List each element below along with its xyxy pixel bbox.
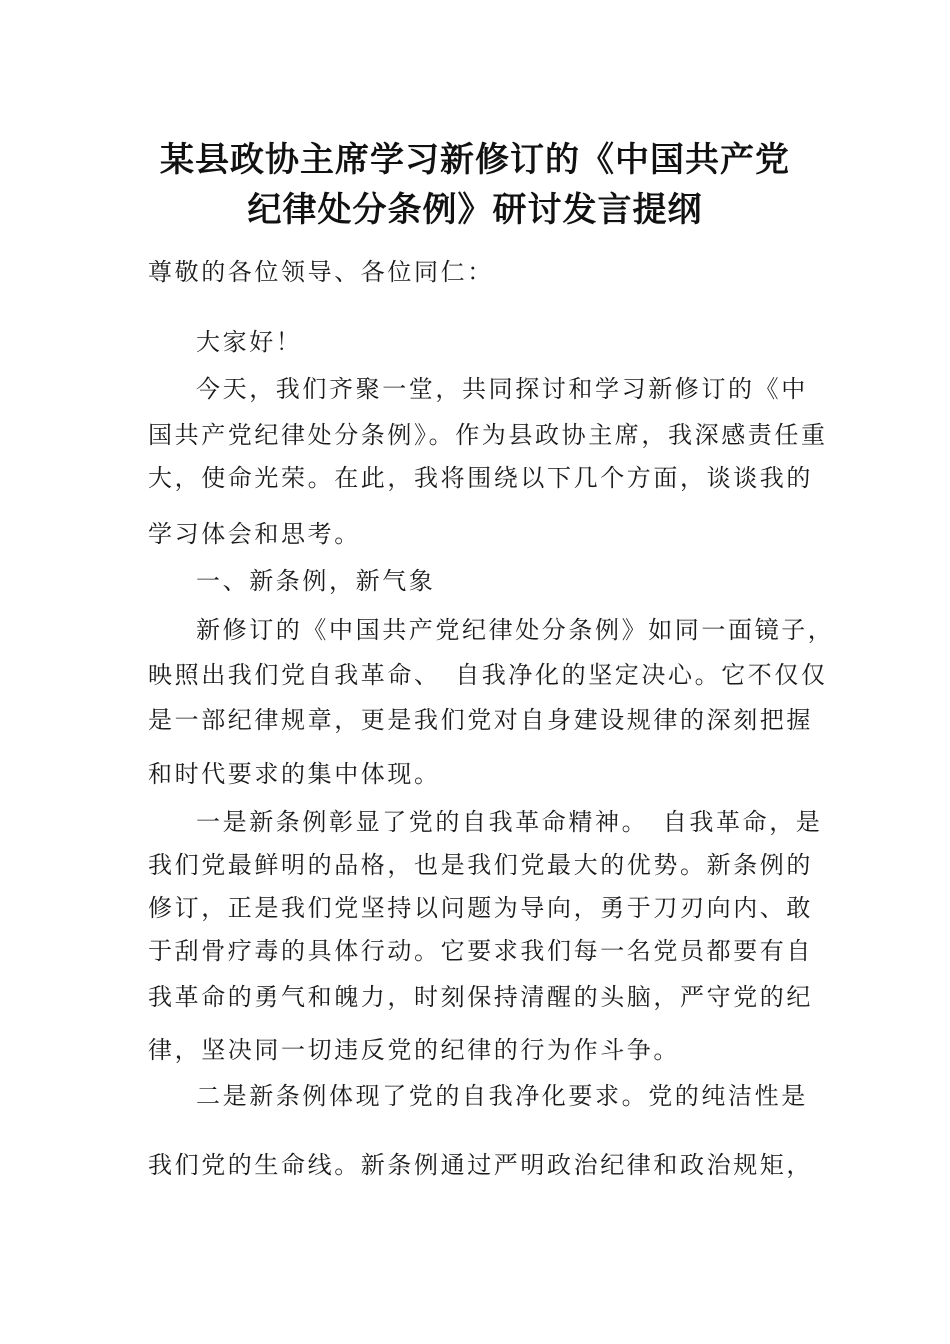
body-line: 和时代要求的集中体现。 (148, 760, 441, 788)
section-heading: 一、新条例，新气象 (196, 567, 436, 595)
document-title-line-1: 某县政协主席学习新修订的《中国共产党 (160, 140, 790, 180)
body-line: 律，坚决同一切违反党的纪律的行为作斗争。 (148, 1036, 680, 1064)
body-line: 我们党的生命线。新条例通过严明政治纪律和政治规矩， (148, 1151, 813, 1179)
body-line: 二是新条例体现了党的自我净化要求。党的纯洁性是 (196, 1082, 808, 1110)
body-line: 今天，我们齐聚一堂，共同探讨和学习新修订的《中 (196, 375, 808, 403)
body-line: 是一部纪律规章，更是我们党对自身建设规律的深刻把握 (148, 706, 813, 734)
body-line: 我们党最鲜明的品格，也是我们党最大的优势。新条例的 (148, 851, 813, 879)
body-line: 映照出我们党自我革命、 自我净化的坚定决心。它不仅仅 (148, 661, 828, 689)
body-line: 大，使命光荣。在此，我将围绕以下几个方面，谈谈我的 (148, 464, 813, 492)
body-line: 修订，正是我们党坚持以问题为导向，勇于刀刃向内、敢 (148, 894, 813, 922)
body-line: 学习体会和思考。 (148, 520, 361, 548)
salutation: 尊敬的各位领导、各位同仁： (148, 258, 494, 286)
document-title-line-2: 纪律处分条例》研讨发言提纲 (247, 190, 703, 230)
body-line: 一是新条例彰显了党的自我革命精神。 自我革命，是 (196, 808, 823, 836)
greeting: 大家好！ (196, 328, 303, 356)
body-line: 国共产党纪律处分条例》。作为县政协主席，我深感责任重 (148, 421, 828, 449)
body-line: 于刮骨疗毒的具体行动。它要求我们每一名党员都要有自 (148, 937, 813, 965)
body-line: 我革命的勇气和魄力，时刻保持清醒的头脑，严守党的纪 (148, 983, 813, 1011)
body-line: 新修订的《中国共产党纪律处分条例》如同一面镜子， (196, 616, 835, 644)
